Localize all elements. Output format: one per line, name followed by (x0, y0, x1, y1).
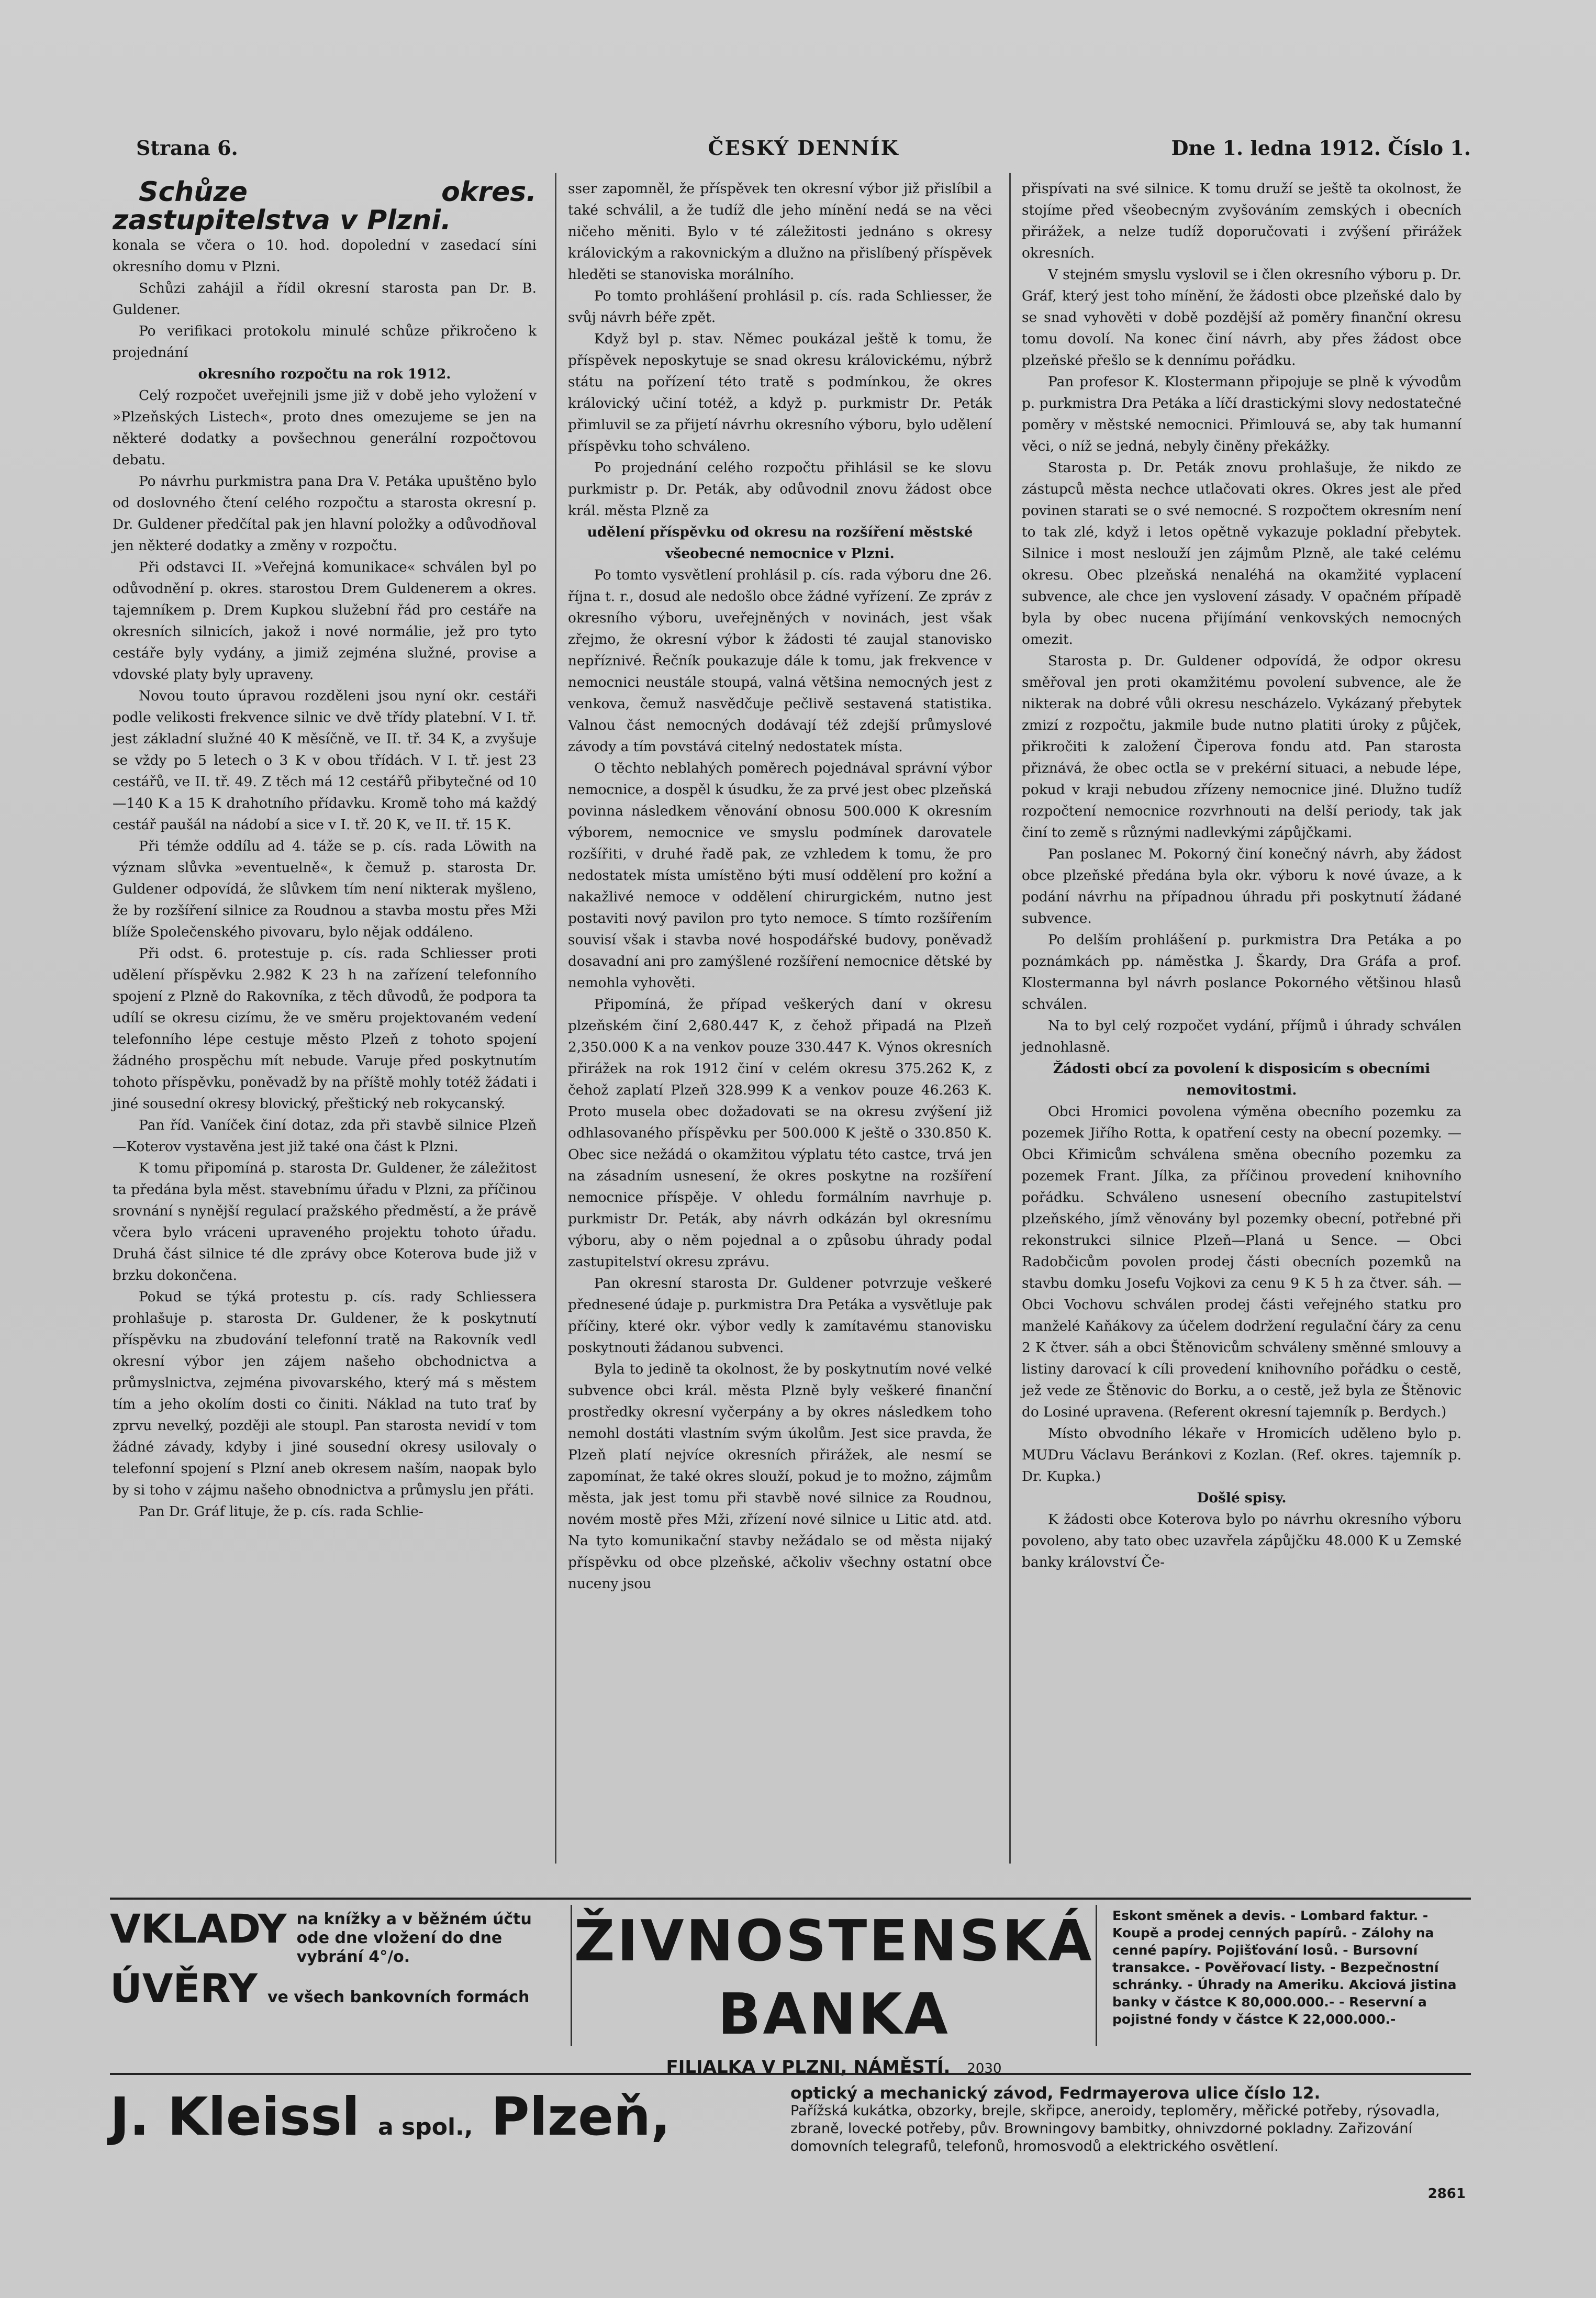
bank-code: 2030 (967, 2061, 1002, 2077)
issue-date: Dne 1. ledna 1912. Číslo 1. (1171, 136, 1471, 160)
paragraph: Pokud se týká protestu p. cís. rady Schliessera prohlašuje p. starosta Dr. Guldener, že k poskytnutí příspěvku na zbudování telefonní tratě na Rakovník vedl okresní výbor jen zájem našeho obchodnictva a průmyslnictva, zejména pivovarského, který má s městem tím a jeho okolím dosti co činiti. Náklad na tuto trať by zprvu nevelký, později ale stoupl. Pan starosta nevidí v tom žádné závady, kdyby i jiné sousední okresy usilovaly o telefonní spojení s Plzní aneb okresem naším, naopak bylo by si toho v zájmu našeho obnodnictva a průmyslu jen přáti. (113, 1289, 537, 1498)
credits-word: ÚVĚRY (110, 1965, 258, 2012)
optician-body: Pařížská kukátka, obzorky, brejle, skřipce, aneroidy, teploměry, měřické potřeby, rýsovadla, zbraně, lovecké potřeby, pův. Browningovy bambitky, ohnivzdorné pokladny. Zařizování domovních telegrafů, telefonů, hromosvodů a elektrického osvětlení. (790, 2103, 1440, 2155)
deposits-line: ode dne vložení do dne (296, 1929, 503, 1947)
column-rule (555, 173, 556, 1864)
paragraph: Připomíná, že případ veškerých daní v okresu plzeňském činí 2,680.447 K, z čehož připadá na Plzeň 2,350.000 K a na venkov pouze 330.447 K. Výnos okresních přirážek na rok 1912 činí v celém okresu 375.262 K, z čehož zaplatí Plzeň 328.999 K a venkov pouze 46.263 K. Proto musela obec dožadovati se na okresu zvýšení již odhlasovaného příspěvku per 500.000 K ještě o 330.850 K. Obec sice nežádá o okamžitou výplatu této castce, trvá jen na zásadním usnesení, že okres poskytne na rozšíření nemocnice příspěje. V ohledu formálním navrhuje p. purkmistr Dr. Peták, aby návrh odkázán byl okresnímu výboru, aby o něm pojednal a o způsobu úhrady podal zastupitelství okresu zprávu. (568, 996, 992, 1270)
article-headline: Schůze okres. zastupitelstva v Plzni. (113, 176, 537, 236)
deposits-word: VKLADY (110, 1905, 287, 1952)
bank-name: ŽIVNOSTENSKÁ BANKA (574, 1909, 1094, 2047)
subheading: udělení příspěvku od okresu na rozšíření městské všeobecné nemocnice v Plzni. (587, 524, 973, 562)
paragraph: Byla to jedině ta okolnost, že by poskytnutím nové velké subvence obci král. města Plzně byly veškeré finanční prostředky okresní vyčerpány a by okres následkem toho nemohl dostáti vlastním svým úkolům. Jest sice pravda, že Plzeň platí nejvíce okresních přirážek, ale nesmí se zapomínat, že také okres slouží, pokud je to možno, zájmům města, jak jest tomu při stavbě nové silnice za Roudnou, novém mostě přes Mži, zřízení nové silnice u Litic atd. atd. Na tyto komunikační stavby nežádalo se od města nijaký příspěvku od obce plzeňské, ačkoliv všechny ostatní obce nuceny jsou (568, 1361, 992, 1592)
paragraph: Pan říd. Vaníček činí dotaz, zda při stavbě silnice Plzeň—Koterov vystavěna jest již také ona část k Plzni. (113, 1117, 537, 1155)
paragraph: Novou touto úpravou rozděleni jsou nyní okr. cestáři podle velikosti frekvence silnic ve dvě třídy platební. V I. tř. jest základní služné 40 K měsíčně, ve II. tř. 34 K, a zvyšuje se vždy po 5 letech o 3 K v obou třídách. V I. tř. jest 23 cestářů, ve II. tř. 49. Z těch má 12 cestářů přibytečné od 10—140 K a 15 K drahotního přídavku. Kromě toho má každý cestář paušál na nádobí a sice v I. tř. 20 K, ve II. tř. 15 K. (113, 688, 537, 833)
paragraph: Po návrhu purkmistra pana Dra V. Petáka upuštěno bylo od doslovného čtení celého rozpočtu a starosta okresní p. Dr. Guldener předčítal pak jen hlavní položky a odůvodňoval jen některé dodatky a změny v rozpočtu. (113, 473, 537, 554)
paragraph: Schůzi zahájil a řídil okresní starosta pan Dr. B. Guldener. (113, 280, 537, 318)
column-3 (1022, 178, 1461, 1573)
bank-branch: FILIALKA V PLZNI, NÁMĚSTÍ. (666, 2057, 951, 2078)
column-1 (113, 178, 537, 1522)
paragraph: sser zapomněl, že příspěvek ten okresní výbor již přislíbil a také schválil, a že tudíž dle jeho mínění nedá se na věci ničeho měniti. Bylo v té záležitosti jednáno s okresy královickým a rakovnickým a dlužno na přislíbený příspěvek hleděti se stanoviska morálního. (568, 181, 992, 283)
optician-connector: a spol., (378, 2114, 473, 2140)
paragraph: Při témže oddílu ad 4. táže se p. cís. rada Löwith na význam slůvka »eventuelně«, k čemuž p. starosta Dr. Guldener odpovídá, že slůvkem tím není nikterak myšleno, že by rozšíření silnice za Roudnou a stavba mostu přes Mži blíže Společenského pivovaru, bylo nějak oddáleno. (113, 838, 537, 940)
paragraph: Pan profesor K. Klostermann připojuje se plně k vývodům p. purkmistra Dra Petáka a líčí drastickými slovy nedostatečné poměry v městské nemocnici. Přimlouvá se, aby tak humanní věci, o níž se jedná, nebyly činěny překážky. (1022, 374, 1462, 454)
paragraph: K žádosti obce Koterova bylo po návrhu okresního výboru povoleno, aby tato obec uzavřela zápůjčku 48.000 K u Zemské banky království Če- (1022, 1511, 1461, 1570)
paragraph: Při odst. 6. protestuje p. cís. rada Schliesser proti udělení příspěvku 2.982 K 23 h na zařízení telefonního spojení z Plzně do Rakovníka, z těch důvodů, že podpora ta udílí se okresu cizímu, že ve směru projektovaném vedení telefonního lépe cestuje město Plzeň z tohoto spojení žádného prospěchu mít nebude. Varuje před poskytnutím tohoto příspěvku, poněvadž by na příště mohly totéž žádati i jiné sousední okresy blovický, přeštický neb rokycanský. (113, 945, 537, 1112)
paragraph: V stejném smyslu vyslovil se i člen okresního výboru p. Dr. Gráf, který jest toho mínění, že žádosti obce plzeňské dalo by se snad vyhověti v době pozdější až poměry finanční okresu tomu dovolí. Na konec činí návrh, aby přes žádost obce plzeňské přešlo se k dennímu pořádku. (1022, 266, 1461, 369)
deposits-ad (110, 1905, 555, 2041)
optician-name: J. Kleissl (110, 2086, 360, 2147)
bank-advertisement (110, 1898, 1471, 2078)
paragraph: Pan okresní starosta Dr. Guldener potvrzuje veškeré přednesené údaje p. purkmistra Dra Petáka a vysvětluje pak příčiny, které okr. výbor vedly k zamítavému stanovisku poskytnouti žádanou subvenci. (568, 1275, 992, 1356)
paragraph: Na to byl celý rozpočet vydání, příjmů i úhrady schválen jednohlasně. (1022, 1018, 1461, 1055)
column-rule (1009, 173, 1011, 1864)
paper-title: ČESKÝ DENNÍK (708, 136, 899, 160)
deposits-line: vybrání 4°/o. (296, 1948, 410, 1966)
paragraph: Po projednání celého rozpočtu přihlásil se ke slovu purkmistr p. Dr. Peták, aby odůvodnil znovu žádost obce král. města Plzně za (568, 460, 992, 519)
subheading: Žádosti obcí za povolení k disposicím s obecními nemovitostmi. (1053, 1061, 1431, 1098)
paragraph: Po delším prohlášení p. purkmistra Dra Petáka a po poznámkách pp. náměstka J. Škardy, Dra Gráfa a prof. Klostermanna byl návrh poslance Pokorného většinou hlasů schválen. (1022, 932, 1461, 1012)
paragraph: Při odstavci II. »Veřejná komunikace« schválen byl po odůvodnění p. okres. starostou Drem Guldenerem a okres. tajemníkem p. Drem Kupkou služební řád pro cestáře na okresních silnicích, jakož i nové normálie, jež pro tyto cestáře byly vydány, a jimiž zejména služné, provise a vdovské platy byly upraveny. (113, 559, 537, 683)
paragraph: Pan poslanec M. Pokorný činí konečný návrh, aby žádost obce plzeňské předána byla okr. výboru k nové úvaze, a k podání návrhu na případnou úhradu při poskytnutí žádané subvence. (1022, 846, 1461, 927)
paragraph: Celý rozpočet uveřejnili jsme již v době jeho vyložení v »Plzeňských Listech«, proto dnes omezujeme se jen na některé dodatky a povšechnou generální rozpočtovou debatu. (113, 387, 537, 468)
paragraph: Pan Dr. Gráf lituje, že p. cís. rada Schlie- (139, 1503, 423, 1520)
subheading: okresního rozpočtu na rok 1912. (198, 366, 451, 382)
bank-services: Eskont směnek a devis. - Lombard faktur. - Koupě a prodej cenných papírů. - Zálohy na cenné papíry. Pojišťování losů. - Bursovní transakce. - Pověřovací listy. - Bezpečnostní schránky. - Úhrady na Ameriku. Akciová jistina banky v částce K 80,000.000.- - Reservní a pojistné fondy v částce K 22,000.000.- (1112, 1908, 1457, 2027)
paragraph: K tomu připomíná p. starosta Dr. Guldener, že záležitost ta předána byla měst. stavebnímu úřadu v Plzni, za příčinou srovnání s nynější regulací pražského předměstí, a že právě včera bylo vráceni upraveného projektu tohoto úřadu. Druhá část silnice té dle zprávy obce Koterova bude již v brzku dokončena. (113, 1160, 537, 1284)
paragraph: Starosta p. Dr. Peták znovu prohlašuje, že nikdo ze zástupců města nechce utlačovati okres. Okres jest ale před povinen starati se o své nemocné. S rozpočtem okresním není to tak zlé, když i letos opětně vykazuje pokladní přebytek. Silnice i most neslouží jen zájmům Plzně, ale také celému okresu. Obec plzeňská nenaléhá na okamžité vyplacení subvence, ale chce jen vyslovení zásady. V opačném případě byla by obec nucena přijímání venkovských nemocných omezit. (1022, 460, 1461, 648)
paragraph: Starosta p. Dr. Guldener odpovídá, že odpor okresu směřoval jen proti okamžitému povolení subvence, ale že nikterak na dobré vůli okresu nescházelo. Vykázaný přebytek zmizí z rozpočtu, jakmile bude nutno platiti úroky z půjček, přikročiti k založení Čiperova fondu atd. Pan starosta přiznává, že obec octla se v prekérní situaci, a nebude lépe, pokud v kraji nebudou zřízeny nemocnice jiné. Dlužno tudíž rozpočtení nemocnice rozvrhnouti na delší periody, tak jak činí to země s různými nadlevkými zápůjčkami. (1022, 653, 1461, 841)
paragraph: O těchto neblahých poměrech pojednával správní výbor nemocnice, a dospěl k úsudku, že za prvé jest obec plzeňská povinna následkem věnování obnosu 500.000 K okresním výborem, nemocnice ve smyslu podmínek darovatele rozšířiti, v druhé řadě pak, ze vzhledem k tomu, že pro nedostatek místa umístěno býti musí oddělení pro kožní a nakažlivé nemoce v oddělení chirurgickém, nutno jest postaviti nový pavilon pro tyto nemoce. S tímto rozšířením souvisí však i stavba nové hospodářské budovy, poněvadž dosavadní ani pro zamýšlené rozšíření nemocnice dětské by nemohla vyhověti. (568, 760, 992, 991)
deposits-line: na knížky a v běžném účtu (296, 1910, 532, 1928)
paragraph: přispívati na své silnice. K tomu druží se ještě ta okolnost, že stojíme před všeobecným zvyšováním zemských i obecních přirážek, a nelze tudíž doporučovati i zvýšení přirážek okresních. (1022, 181, 1461, 261)
bank-name-box (571, 1905, 1097, 2078)
credits-line: ve všech bankovních formách (267, 1988, 530, 2006)
paragraph: Když byl p. stav. Němec poukázal ještě k tomu, že příspěvek neposkytuje se snad okresu královickému, nýbrž státu na pořízení této tratě s podmínkou, že okres královický učiní totéž, a když p. purkmistr Dr. Peták přimluvil se za přijetí návrhu okresního výboru, bylo udělení příspěvku toho schváleno. (568, 331, 992, 454)
optician-headline: optický a mechanický závod, Fedrmayerova ulice číslo 12. (790, 2084, 1321, 2103)
paragraph: konala se včera o 10. hod. dopolední v zasedací síni okresního domu v Plzni. (113, 237, 537, 275)
paragraph: Po tomto vysvětlení prohlásil p. cís. rada výboru dne 26. října t. r., dosud ale nedošlo obce žádné vyřízení. Ze zpráv z okresního výboru, uveřejněných v novinách, jest však zřejmo, že okresní výbor k žádosti té zaujal stanovisko nepříznivé. Řečník poukazuje dále k tomu, jak frekvence v nemocnici neustále stoupá, valná většina nemocných jest z venkova, čemuž nasvědčuje pečlivě sestavená statistika. Valnou část nemocných dodávají též zdejší průmyslové závody a tím povstává citelný nedostatek místa. (568, 567, 992, 755)
optician-city: Plzeň, (491, 2086, 671, 2147)
optician-description (790, 2084, 1471, 2156)
optician-advertisement (110, 2073, 1471, 2206)
paragraph: Obci Hromici povolena výměna obecního pozemku za pozemek Jiřího Rotta, k opatření cesty na obecní pozemky. — Obci Křimicům schválena směna obecního pozemku za pozemek Frant. Jílka, za příčinou provedení knihovního pořádku. Schváleno usnesení obecního zastupitelství plzeňského, jímž věnovány byl pozemky obecní, potřebné při rekonstrukci silnice Plzeň—Planá u Sence. — Obci Radobčicům povolen prodej části obecních pozemků na stavbu domku Josefu Vojkovi za cenu 9 K 5 h za čtver. sáh. — Obci Vochovu schválen prodej části veřejného statku pro manželé Kaňákovy za účelem dodržení regulační čáry za cenu 2 K čtver. sáh a obci Štěnovicům schváleny směnné smlouvy a listiny darovací k cíli provedení knihovního pořádku o cestě, jež vede ze Štěnovic do Borku, a o cestě, jež byla ze Štěnovic do Losiné upravena. (Referent okresní tajemník p. Berdych.) (1022, 1103, 1461, 1420)
paragraph: Po tomto prohlášení prohlásil p. cís. rada Schliesser, že svůj návrh béře zpět. (568, 288, 992, 326)
masthead (136, 131, 1471, 162)
paragraph: Místo obvodního lékaře v Hromicích uděleno bylo p. MUDru Václavu Beránkovi z Kozlan. (Ref. okres. tajemník p. Dr. Kupka.) (1022, 1425, 1461, 1485)
column-2 (568, 178, 992, 1594)
page-number: Strana 6. (136, 136, 238, 160)
optician-code: 2861 (1427, 2186, 1466, 2202)
paragraph: Po verifikaci protokolu minulé schůze přikročeno k projednání (113, 323, 537, 361)
subheading: Došlé spisy. (1197, 1490, 1287, 1506)
optician-name-block (110, 2085, 671, 2159)
